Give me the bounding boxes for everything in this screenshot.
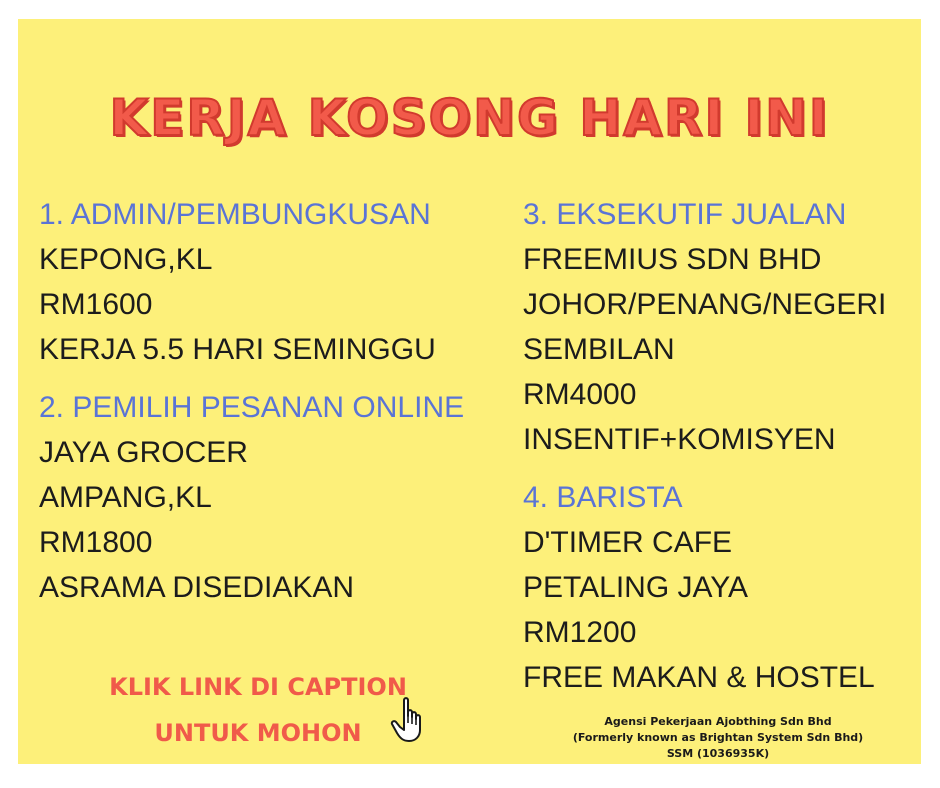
agency-name: Agensi Pekerjaan Ajobthing Sdn Bhd bbox=[604, 715, 832, 728]
job-detail: FREE MAKAN & HOSTEL bbox=[523, 661, 875, 694]
job-title: 3. EKSEKUTIF JUALAN bbox=[523, 198, 847, 231]
job-poster bbox=[18, 19, 921, 764]
cta-line-1: KLIK LINK DI CAPTION bbox=[109, 673, 407, 701]
poster-title: KERJA KOSONG HARI INI bbox=[109, 89, 830, 147]
agency-footer bbox=[523, 714, 913, 762]
job-listing-4 bbox=[523, 476, 913, 700]
job-detail: SEMBILAN bbox=[523, 333, 675, 366]
job-detail: RM4000 bbox=[523, 378, 637, 411]
job-listing-3 bbox=[523, 193, 913, 462]
job-detail: KERJA 5.5 HARI SEMINGGU bbox=[39, 333, 436, 366]
job-detail: RM1600 bbox=[39, 288, 153, 321]
job-detail: PETALING JAYA bbox=[523, 571, 749, 604]
job-detail: RM1800 bbox=[39, 526, 153, 559]
job-detail: AMPANG,KL bbox=[39, 481, 212, 514]
job-column-left bbox=[39, 193, 499, 624]
job-column-right bbox=[523, 193, 913, 714]
job-title: 1. ADMIN/PEMBUNGKUSAN bbox=[39, 198, 431, 231]
agency-registration: SSM (1036935K) bbox=[666, 747, 770, 760]
job-listing-1 bbox=[39, 193, 499, 372]
job-detail: KEPONG,KL bbox=[39, 243, 213, 276]
job-detail: FREEMIUS SDN BHD bbox=[523, 243, 822, 276]
job-detail: ASRAMA DISEDIAKAN bbox=[39, 571, 355, 604]
job-title: 2. PEMILIH PESANAN ONLINE bbox=[39, 391, 465, 424]
job-detail: JAYA GROCER bbox=[39, 436, 248, 469]
job-listing-2 bbox=[39, 386, 499, 610]
job-detail: RM1200 bbox=[523, 616, 637, 649]
cta-line-2: UNTUK MOHON bbox=[154, 719, 362, 747]
job-title: 4. BARISTA bbox=[523, 481, 683, 514]
pointing-hand-icon bbox=[390, 696, 430, 744]
job-detail: D'TIMER CAFE bbox=[523, 526, 733, 559]
job-detail: JOHOR/PENANG/NEGERI bbox=[523, 288, 887, 321]
job-detail: INSENTIF+KOMISYEN bbox=[523, 423, 836, 456]
agency-former-name: (Formerly known as Brightan System Sdn Bhd) bbox=[572, 731, 864, 744]
